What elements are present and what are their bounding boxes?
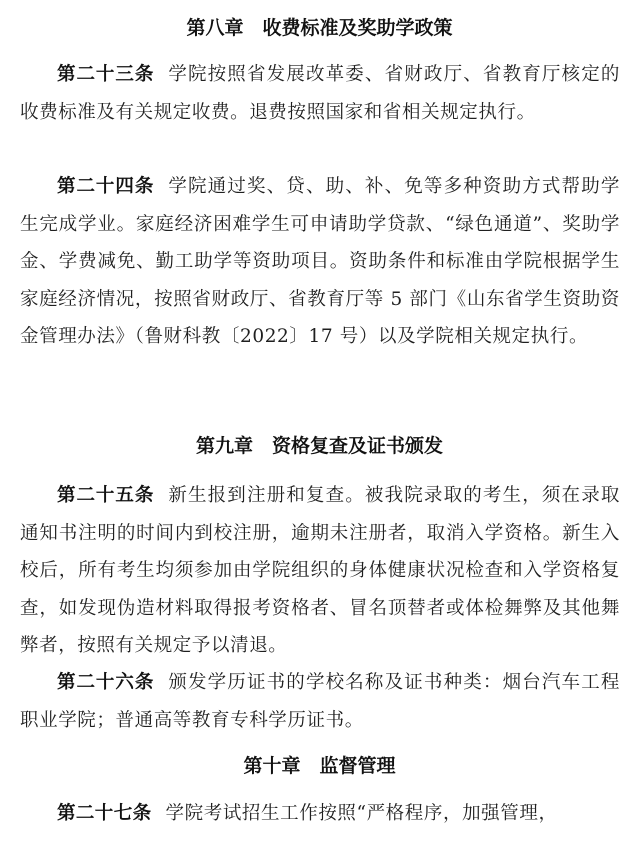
chapter-10-title: 第十章 监督管理 (243, 755, 396, 777)
article-27-text: 学院考试招生工作按照“严格程序，加强管理， (165, 803, 558, 824)
article-23-label: 第二十三条 (57, 64, 155, 85)
chapter-9-title: 第九章 资格复查及证书颁发 (195, 435, 443, 457)
article-25-text: 新生报到注册和复查。被我院录取的考生，须在录取通知书注明的时间内到校注册，逾期未注册者，取消入学资格。新生入校后，所有考生均须参加由学院组织的身体健康状况检查和入学资格复查，如发现伪造材料取得报考资格者、冒名顶替者或体检舞弊及其他舞弊者，按照有关规定予以清退。 (20, 485, 620, 656)
article-25-label: 第二十五条 (57, 485, 155, 506)
chapter-8-title: 第八章 收费标准及奖助学政策 (186, 17, 453, 39)
article-25 (20, 477, 620, 665)
article-26-text: 颁发学历证书的学校名称及证书种类：烟台汽车工程职业学院；普通高等教育专科学历证书。 (20, 672, 620, 731)
article-23 (20, 56, 620, 131)
article-24 (20, 168, 620, 356)
article-27-label: 第二十七条 (57, 803, 152, 824)
article-26-label: 第二十六条 (57, 672, 155, 693)
article-23-text: 学院按照省发展改革委、省财政厅、省教育厅核定的收费标准及有关规定收费。退费按照国家和省相关规定执行。 (20, 64, 620, 123)
article-27 (20, 795, 620, 833)
article-26 (20, 664, 620, 739)
article-24-label: 第二十四条 (57, 176, 155, 197)
article-24-text: 学院通过奖、贷、助、补、免等多种资助方式帮助学生完成学业。家庭经济困难学生可申请助学贷款、“绿色通道”、奖助学金、学费减免、勤工助学等资助项目。资助条件和标准由学院根据学生家庭经济情况，按照省财政厅、省教育厅等 5 部门《山东省学生资助资金管理办法》（鲁财科教〔2022〕17 号）以及学院相关规定执行。 (20, 176, 620, 347)
